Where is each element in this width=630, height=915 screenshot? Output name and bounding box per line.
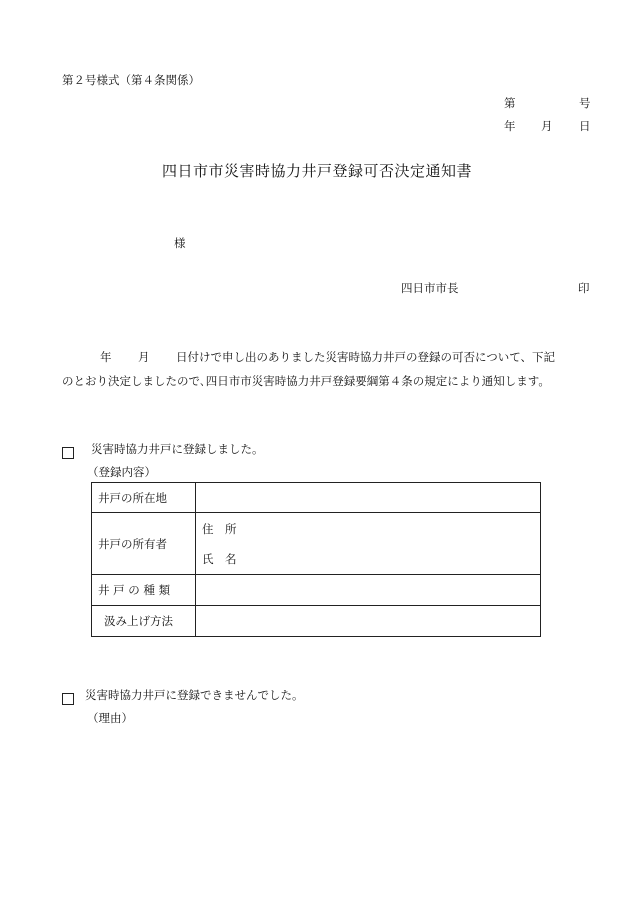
owner-value[interactable] bbox=[196, 513, 541, 575]
pump-method-label: 汲み上げ方法 bbox=[92, 606, 196, 637]
table-row bbox=[92, 513, 541, 575]
registered-checkbox[interactable] bbox=[62, 443, 74, 462]
owner-name-label: 氏 名 bbox=[202, 551, 237, 566]
body-line2: のとおり決定しましたので､四日市市災害時協力井戸登録要綱第４条の規定により通知します。 bbox=[62, 374, 550, 388]
pump-method-value[interactable] bbox=[196, 606, 541, 637]
table-row bbox=[92, 575, 541, 606]
not-registered-checkbox[interactable] bbox=[62, 689, 74, 708]
table-row bbox=[92, 483, 541, 513]
owner-address-label: 住 所 bbox=[202, 521, 237, 536]
table-row bbox=[92, 606, 541, 637]
date-day: 日 bbox=[579, 119, 591, 133]
recipient-suffix: 様 bbox=[174, 236, 186, 250]
form-number: 第２号様式（第４条関係） bbox=[62, 73, 200, 87]
well-type-label: 井 戸 の 種 類 bbox=[92, 575, 196, 606]
location-label: 井戸の所在地 bbox=[92, 483, 196, 513]
date-year: 年 bbox=[504, 119, 516, 133]
date-month: 月 bbox=[541, 119, 553, 133]
well-type-value[interactable] bbox=[196, 575, 541, 606]
number-prefix: 第 bbox=[504, 96, 516, 110]
registration-details-caption: （登録内容） bbox=[87, 465, 156, 479]
issuer-name: 四日市市長 bbox=[401, 281, 459, 295]
document-title: 四日市市災害時協力井戸登録可否決定通知書 bbox=[162, 162, 473, 180]
registration-details-table bbox=[91, 482, 541, 637]
seal-mark: 印 bbox=[578, 281, 590, 295]
not-registered-label: 災害時協力井戸に登録できませんでした。 bbox=[85, 688, 304, 702]
owner-label: 井戸の所有者 bbox=[92, 513, 196, 575]
body-year: 年 bbox=[100, 350, 112, 364]
registered-label: 災害時協力井戸に登録しました。 bbox=[91, 442, 264, 456]
number-suffix: 号 bbox=[579, 96, 591, 110]
body-month: 月 bbox=[138, 350, 150, 364]
reason-caption: （理由） bbox=[87, 711, 133, 725]
location-value[interactable] bbox=[196, 483, 541, 513]
body-line1: 日付けで申し出のありました災害時協力井戸の登録の可否について、下記 bbox=[176, 350, 556, 364]
